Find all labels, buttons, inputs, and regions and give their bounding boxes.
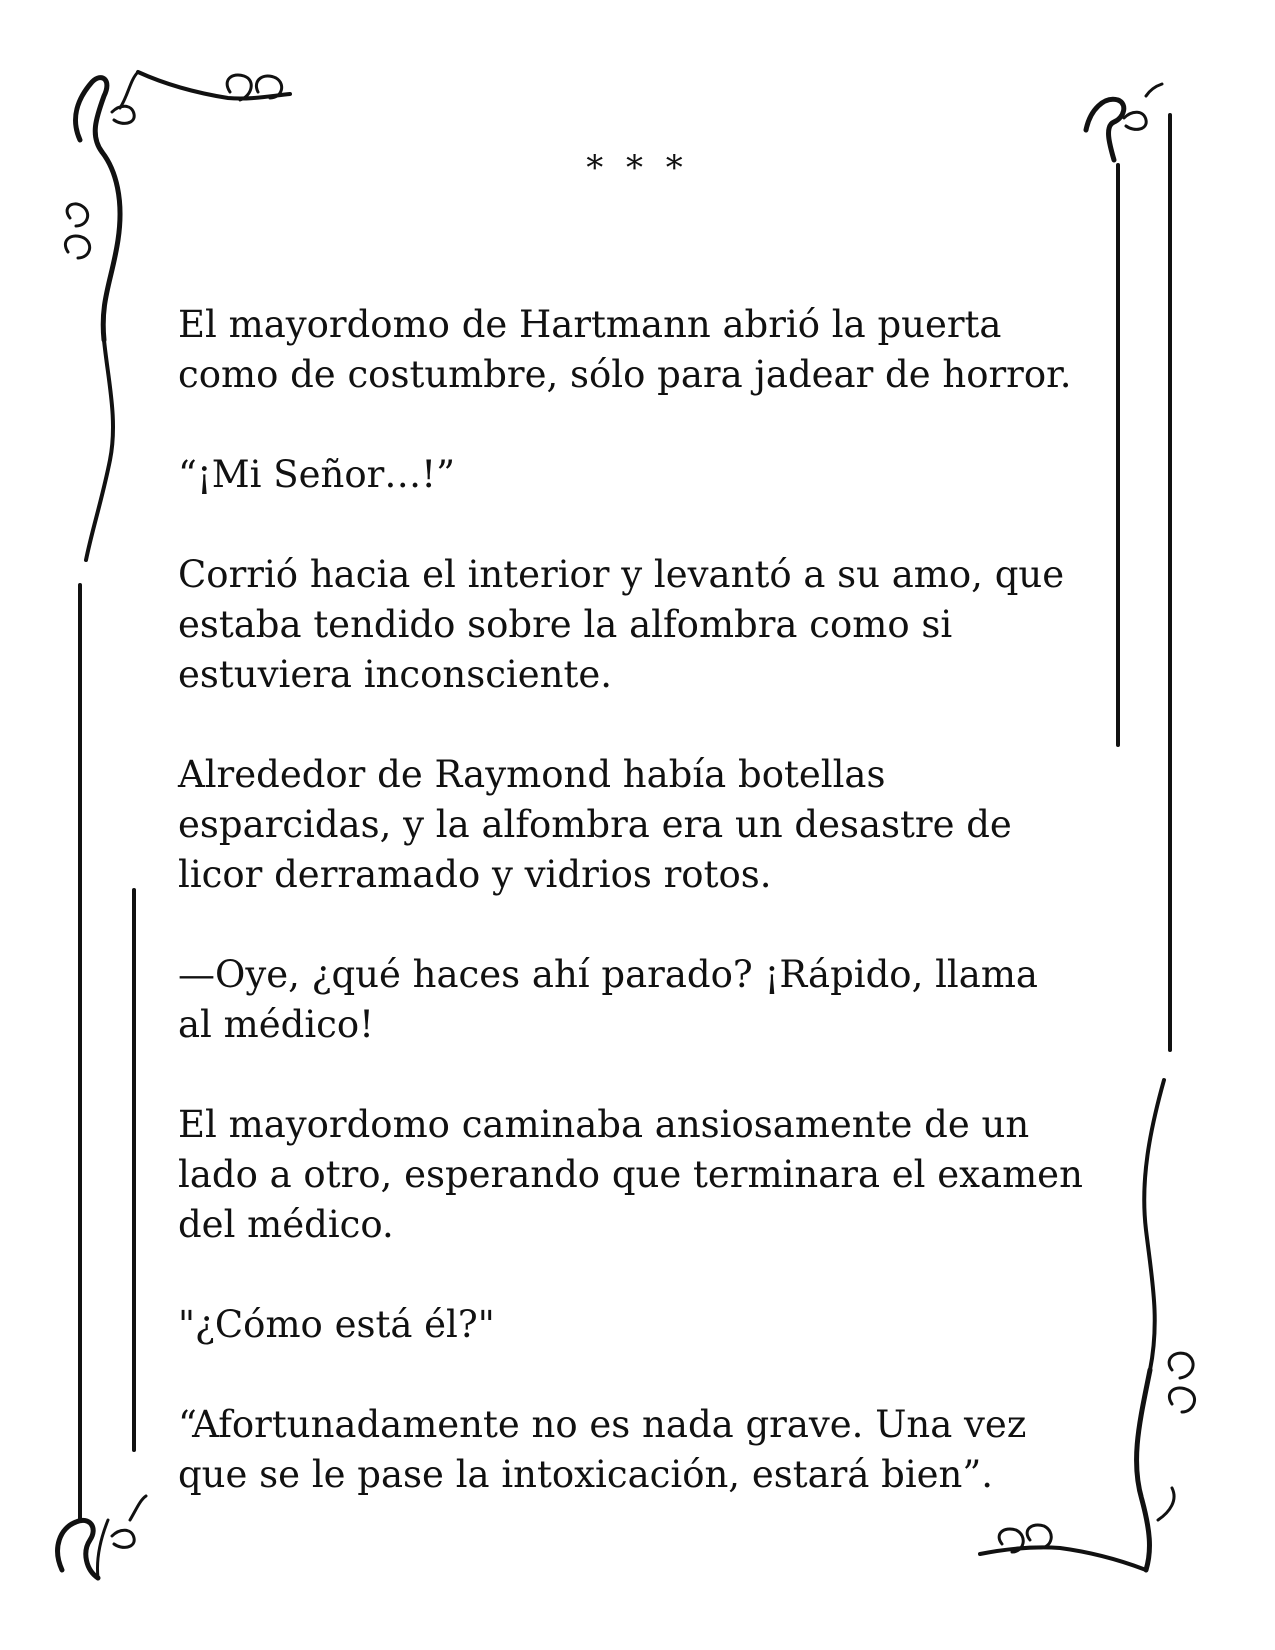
scene-break: * * * xyxy=(586,148,689,188)
paragraph-6: El mayordomo caminaba ansiosamente de un lado a otro, esperando que terminara el examen del médico. xyxy=(178,1103,1083,1246)
paragraph-4: Alrededor de Raymond había botellas esparcidas, y la alfombra era un desastre de licor derramado y vidrios rotos. xyxy=(178,753,1012,896)
story-text xyxy=(178,300,1118,1550)
paragraph-7: "¿Cómo está él?" xyxy=(178,1303,495,1346)
paragraph-5: —Oye, ¿qué haces ahí parado? ¡Rápido, llama al médico! xyxy=(178,953,1038,1046)
paragraph-3: Corrió hacia el interior y levantó a su amo, que estaba tendido sobre la alfombra como si estuviera inconsciente. xyxy=(178,553,1065,696)
paragraph-8: “Afortunadamente no es nada grave. Una vez que se le pase la intoxicación, estará bien”. xyxy=(178,1403,1027,1496)
paragraph-2: “¡Mi Señor…!” xyxy=(178,453,456,496)
paragraph-1: El mayordomo de Hartmann abrió la puerta como de costumbre, sólo para jadear de horror. xyxy=(178,303,1072,396)
bottom-left-flourish-icon xyxy=(58,1496,146,1578)
